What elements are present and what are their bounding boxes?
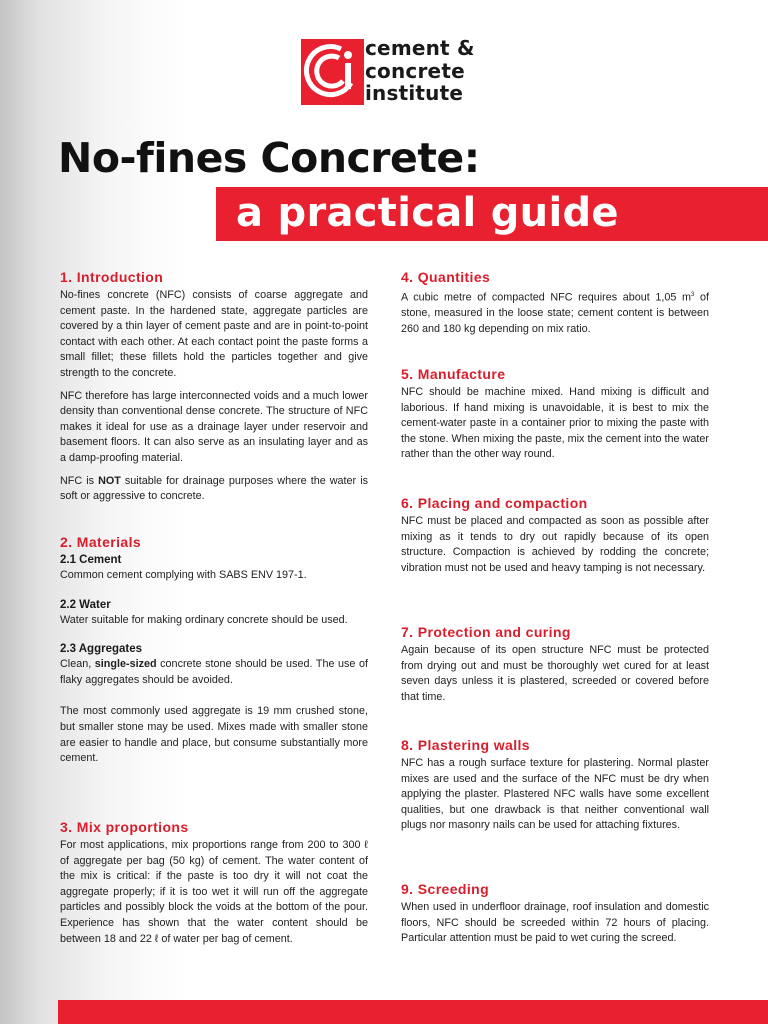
section-heading: 8. Plastering walls — [401, 737, 530, 753]
section-screeding — [401, 880, 709, 947]
section-heading: 1. Introduction — [60, 269, 164, 285]
cci-logo-icon — [301, 39, 364, 105]
section-placing — [401, 494, 709, 576]
protection-text: Again because of its open structure NFC must be protected from drying out and must be thoroughly wet cured for at least seven days unless it is plastered, screeded or covered before that time. — [401, 644, 709, 703]
agg-text-start: Clean, — [60, 658, 95, 671]
section-introduction — [60, 268, 368, 505]
cement-text: Common cement complying with SABS ENV 197-1. — [60, 569, 307, 581]
section-heading: 6. Placing and compaction — [401, 495, 588, 511]
section-manufacture — [401, 365, 709, 463]
logo-line-1: cement & — [365, 36, 475, 60]
footer-bar — [58, 1000, 768, 1024]
intro-paragraph-3 — [60, 474, 368, 505]
section-heading: 4. Quantities — [401, 269, 491, 285]
intro-p3-end: suitable for drainage purposes where the water is soft or aggressive to concrete. — [60, 474, 368, 503]
logo-line-2: concrete — [365, 58, 465, 83]
manufacture-text: NFC should be machine mixed. Hand mixing is difficult and laborious. If hand mixing is unavoidable, it is best to mix the cement-water paste in a container prior to mixing the paste with the stone. When mixing the paste, mix the cement into the water rather than the other way round. — [401, 386, 709, 461]
section-mix-proportions — [60, 818, 368, 947]
agg-text-emphasis: single-sized — [94, 658, 157, 671]
subsection-heading: 2.3 Aggregates — [60, 643, 143, 656]
water-text: Water suitable for making ordinary concrete should be used. — [60, 613, 348, 626]
screeding-text: When used in underfloor drainage, roof insulation and domestic floors, NFC should be screeded within 72 hours of placing. Particular attention must be paid to wet curing the screed. — [401, 901, 709, 945]
quantities-text-end: of stone, measured in the loose state; cement content is between 260 and 180 kg depending on mix ratio. — [401, 291, 709, 335]
section-heading: 9. Screeding — [401, 881, 490, 897]
superscript: 3 — [691, 292, 695, 298]
section-materials — [60, 533, 368, 767]
aggregates-text — [60, 657, 368, 688]
plastering-text: NFC has a rough surface texture for plastering. Normal plaster mixes are used and the surface of the NFC must be dry when applying the plaster. Plastered NFC walls have some excellent qualities, but one drawback is that neither conventional wall plugs nor masonry nails can be used for attaching fixtures. — [401, 757, 709, 832]
section-heading: 5. Manufacture — [401, 366, 506, 382]
section-quantities — [401, 268, 709, 337]
quantities-text — [401, 288, 709, 337]
intro-p3-emphasis: NOT — [98, 474, 121, 487]
agg-text-end: concrete stone should be used. The use of flaky aggregates should be avoided. — [60, 658, 368, 686]
aggregates-text-2: The most commonly used aggregate is 19 mm crushed stone, but smaller stone may be used. Mixes made with smaller stone are easier to handle and place, but consume substantially more cement. — [60, 705, 368, 765]
intro-paragraph-2: NFC therefore has large interconnected voids and a much lower density than conventional dense concrete. The structure of NFC makes it ideal for use as a drainage layer under reservoir and basement floors. It can also serve as an insulating layer and as a damp-proofing material. — [60, 389, 368, 464]
intro-paragraph-1: No-fines concrete (NFC) consists of coarse aggregate and cement paste. In the hardened state, aggregate particles are covered by a thin layer of cement paste and are in point-to-point contact with each other. At each contact point the paste forms a small fillet; these fillets hold the particles together and give strength to the concrete. — [60, 289, 368, 379]
section-heading: 7. Protection and curing — [401, 624, 571, 640]
logo-wordmark — [365, 37, 475, 105]
quantities-text-start: A cubic metre of compacted NFC requires about 1,05 m — [401, 291, 692, 304]
section-protection — [401, 623, 709, 705]
institute-logo — [301, 36, 491, 107]
logo-line-3: institute — [365, 81, 464, 105]
page-subtitle: a practical guide — [236, 190, 619, 236]
section-plastering — [401, 736, 709, 834]
subsection-heading: 2.2 Water — [60, 598, 111, 611]
section-heading: 3. Mix proportions — [60, 819, 189, 835]
placing-text: NFC must be placed and compacted as soon as possible after mixing as it tends to dry out rapidly because of its open structure. Compaction is achieved by rodding the concrete; vibration must not be used and heavy tamping is not necessary. — [401, 515, 709, 574]
subsection-heading: 2.1 Cement — [60, 554, 122, 566]
mix-text: For most applications, mix proportions range from 200 to 300 ℓ of aggregate per bag (50 kg) of cement. The water content of the mix is critical: if the paste is too dry it will not coat the aggregate properly; if it is too wet it will run off the aggregate particles and possibly block the voids at the bottom of the pour. Experience has shown that the water content should be between 18 and 22 ℓ of water per bag of cement. — [60, 839, 368, 945]
section-heading: 2. Materials — [60, 534, 142, 550]
intro-p3-start: NFC is — [60, 474, 99, 487]
page-title: No-fines Concrete: — [58, 134, 480, 182]
